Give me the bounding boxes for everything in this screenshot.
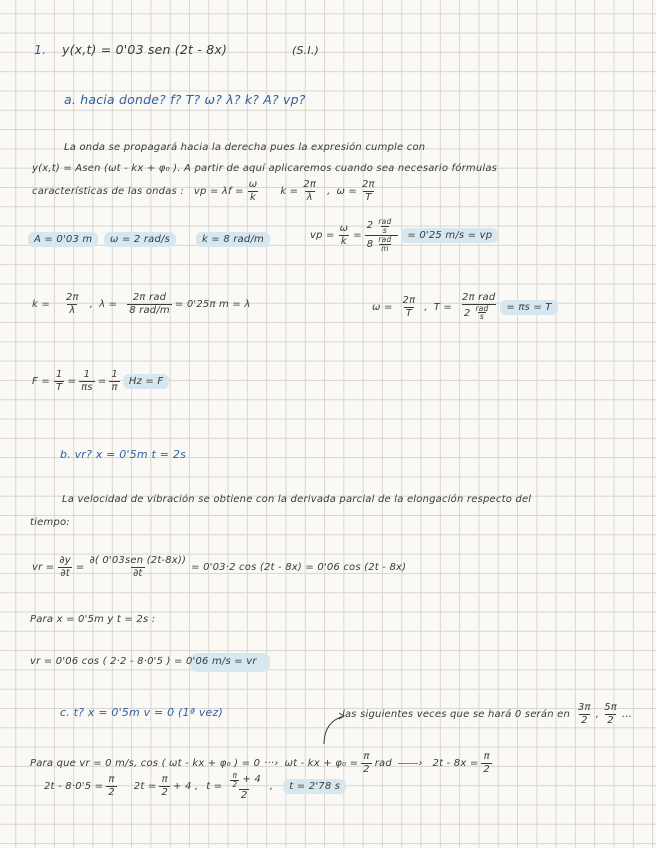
derivative-fraction (87, 556, 188, 579)
vr-calculation (30, 656, 257, 667)
fraction-den: 2 (607, 714, 614, 726)
b-text-line-2: tiempo: (30, 517, 70, 528)
k-formula-lead: k = (280, 185, 299, 197)
lambda-fraction (127, 293, 172, 316)
pi-over-2-e (230, 772, 239, 789)
unit-den: s (382, 225, 387, 235)
vr-result: = 0'03·2 cos (2t - 8x) = 0'06 cos (2t - 8x) (191, 561, 407, 573)
fraction-den: 2 (363, 763, 370, 775)
vp-lead: vp = (310, 230, 335, 242)
rad-per-s (376, 218, 393, 235)
c2-a: 2t - 8·0'5 = (44, 781, 104, 793)
t-fraction (225, 772, 263, 801)
note-text: las siguientes veces que se hará 0 serán en (342, 708, 570, 720)
fraction-den: ∂t (60, 567, 70, 579)
unit-num: rad (378, 217, 392, 226)
units-note: (S.I.) (292, 44, 320, 57)
fraction-den: 2 (240, 790, 248, 802)
fraction-num: 1 (55, 369, 63, 380)
fraction-num: 2π (402, 295, 416, 307)
fraction-den: k (250, 191, 257, 203)
fraction-num: π (363, 751, 370, 762)
b-text-line-1: La velocidad de vibración se obtiene con la derivada parcial de la elongación respecto del (62, 494, 532, 505)
pi-over-2 (361, 752, 372, 775)
one-over-pi-s (79, 370, 95, 393)
note-ellipsis: ... (621, 708, 633, 720)
fraction-den: 2 (161, 786, 169, 798)
value-omega: ω = 2 rad/s (104, 232, 176, 247)
vp-big-fraction (365, 218, 399, 253)
problem-number: 1. (34, 42, 47, 57)
c-right: 2t - 8x = (432, 757, 479, 769)
long-arrow-icon: ――› (397, 757, 423, 769)
lambda-result: = 0'25π m = λ (174, 298, 251, 310)
fraction-den: T (405, 307, 413, 319)
one-over-pi (109, 370, 120, 393)
note-next-zeros: las siguientes veces que se hará 0 serán en $\frac{3\pi}{2}$ , $\frac{5\pi}{2}$ ... (342, 702, 633, 726)
fraction-num: 3π (578, 702, 591, 713)
lambda-calculation: k = $\frac{2\pi}{\lambda}$ , λ = $\frac{\text{2π rad}}{\text{8 rad/m}}$ = 0'25π m = λ (32, 292, 251, 316)
wave-equation: y(x,t) = 0'03 sen (2t - 8x) (62, 42, 228, 57)
fraction-num (225, 772, 263, 789)
fraction-den: πs (81, 381, 93, 393)
2pi-over-T-2 (401, 296, 418, 319)
dy-over-dt (57, 556, 73, 579)
pi-over-2-c (106, 775, 117, 798)
fraction-num: π (108, 774, 115, 786)
f-result: Hz = F (123, 374, 169, 389)
fraction-den: T (56, 381, 63, 393)
w-over-k-2 (338, 224, 351, 247)
value-amplitude: A = 0'03 m (28, 232, 98, 247)
question-c: c. t? x = 0'5m v = 0 (1ª vez) (60, 706, 223, 719)
intro-3-lead: características de las ondas : (32, 185, 184, 197)
fraction-den: 2 (108, 786, 115, 798)
fraction-num: 2π (65, 292, 79, 303)
t-result: t = 2'78 s (283, 779, 346, 794)
intro-line-2: y(x,t) = Asen (ωt - kx + φ₀ ). A partir de aquí aplicaremos cuando sea necesario fórmulas (32, 163, 498, 174)
c-lead: Para que vr = 0 m/s, cos ( ωt - kx + φ₀ ) = 0 (30, 757, 261, 769)
period-calculation: ω = $\frac{2\pi}{T}$ , T = 2π rad 2 $\frac{\text{rad}}{s}$ = πs = T (372, 293, 558, 322)
f-lead: F = (32, 375, 50, 387)
question-a: a. hacia donde? f? T? ω? λ? k? A? vp? (64, 92, 306, 107)
t-num-tail: + 4 (242, 774, 261, 786)
vr-calc-text: vr = 0'06 cos ( 2·2 - 8·0'5 ) = 0'06 m/s = vr (30, 656, 257, 667)
T-result: = πs = T (500, 300, 557, 315)
fraction-den: T (365, 191, 372, 203)
fraction-num: π (483, 751, 490, 762)
rad-per-s-2 (473, 305, 490, 322)
fraction-den (365, 235, 399, 253)
three-pi-over-2 (576, 703, 593, 726)
fraction-den: π (111, 381, 118, 393)
fraction-num: ω (339, 223, 349, 235)
fraction-den: 8 rad/m (129, 304, 170, 316)
unit-den: 2 (232, 779, 238, 789)
c-rad: rad (374, 757, 392, 769)
unit-den: s (479, 312, 485, 322)
unit-den: m (381, 244, 389, 253)
intro-line-3: características de las ondas : vp = λf = $\frac{\omega}{k}$ k = $\frac{2\pi}{\lambda}$ , ω = $\frac{2\pi}{T}$ (32, 179, 375, 203)
T-fraction (460, 293, 497, 322)
fraction-num: 1 (83, 369, 91, 380)
fraction-den (462, 304, 496, 322)
dotted-arrow-icon: ···› (264, 757, 279, 769)
fraction-num: 2π rad (132, 292, 167, 303)
one-over-T (54, 370, 65, 393)
vp-den-value: 8 (366, 239, 374, 251)
fraction-num: 5π (604, 702, 617, 713)
rad-per-m (376, 236, 393, 253)
T-lead: T = (433, 301, 453, 313)
2pi-over-lambda (301, 180, 318, 203)
unit-num: rad (475, 303, 489, 313)
fraction-num: ∂( 0'03sen (2t-8x)) (89, 555, 187, 566)
2pi-over-T (360, 180, 377, 203)
pi-over-2-d (159, 775, 170, 798)
c2-b-tail: + 4 , (173, 781, 199, 793)
w-lead: ω = (372, 301, 393, 313)
para-line: Para x = 0'5m y t = 2s : (30, 614, 156, 625)
unit-num: π (232, 771, 238, 780)
vp-result: = 0'25 m/s = vp (401, 228, 498, 243)
k-lead: k = (32, 298, 50, 310)
fraction-num: ω (248, 179, 258, 190)
fraction-den: k (340, 235, 347, 247)
w-formula-lead: ω = (336, 185, 357, 197)
fraction-den: 2 (581, 714, 588, 726)
vr-derivative: vr = $\frac{\partial y}{\partial t}$ = $\frac{\text{∂( 0'03sen (2t-8x))}}{\partial t}$ = 0'03·2 cos (2t - 8x) = 0'06 cos (2t - 8x) (32, 555, 407, 579)
vp-num-value: 2 (366, 220, 374, 232)
fraction-den: λ (306, 191, 313, 203)
T-den-value: 2 (463, 307, 471, 319)
unit-num: rad (378, 235, 392, 245)
fraction-num: ∂y (59, 555, 71, 566)
c-solve-line: 2t - 8·0'5 = $\frac{\pi}{2}$ 2t = $\frac{\pi}{2}$ + 4 , t = $\frac{\pi}{2}$ + 4 2 , t = 2'78 s (44, 772, 346, 801)
frequency-calculation: F = $\frac{1}{T}$ = $\frac{1}{\pi s}$ = $\frac{1}{\pi}$ Hz = F (32, 370, 169, 393)
c2-b: 2t = (133, 781, 157, 793)
fraction-num: 2π rad (462, 292, 496, 303)
fraction-den: 2 (483, 763, 490, 775)
lambda-lead: λ = (99, 298, 118, 310)
curved-arrow-icon (318, 710, 348, 746)
question-b: b. vr? x = 0'5m t = 2s (60, 448, 186, 461)
fraction-num: 2π (362, 179, 375, 190)
w-over-k (247, 180, 260, 203)
c-mid: ωt - kx + φ₀ = (284, 757, 359, 769)
five-pi-over-2 (602, 703, 619, 726)
fraction-den: ∂t (133, 567, 143, 579)
fraction-num: 2π (303, 179, 317, 190)
fraction-num (365, 218, 399, 235)
2pi-over-lambda-2 (64, 293, 81, 316)
fraction-num: π (161, 774, 168, 786)
value-k: k = 8 rad/m (196, 232, 270, 247)
fraction-num: 1 (111, 369, 118, 380)
vp-formula-lead: vp = λf = (193, 185, 244, 197)
intro-line-1: La onda se propagará hacia la derecha pues la expresión cumple con (64, 142, 426, 153)
pi-over-2-b (481, 752, 492, 775)
fraction-den: λ (69, 304, 76, 316)
c2-c: t = (206, 781, 223, 793)
vr-lead: vr = (32, 561, 55, 573)
vp-calculation: vp = $\frac{\omega}{k}$ = 2 $\frac{\text{rad}}{s}$ 8 $\frac{\text{rad}}{m}$ = 0'25 m/s = vp (310, 218, 498, 253)
